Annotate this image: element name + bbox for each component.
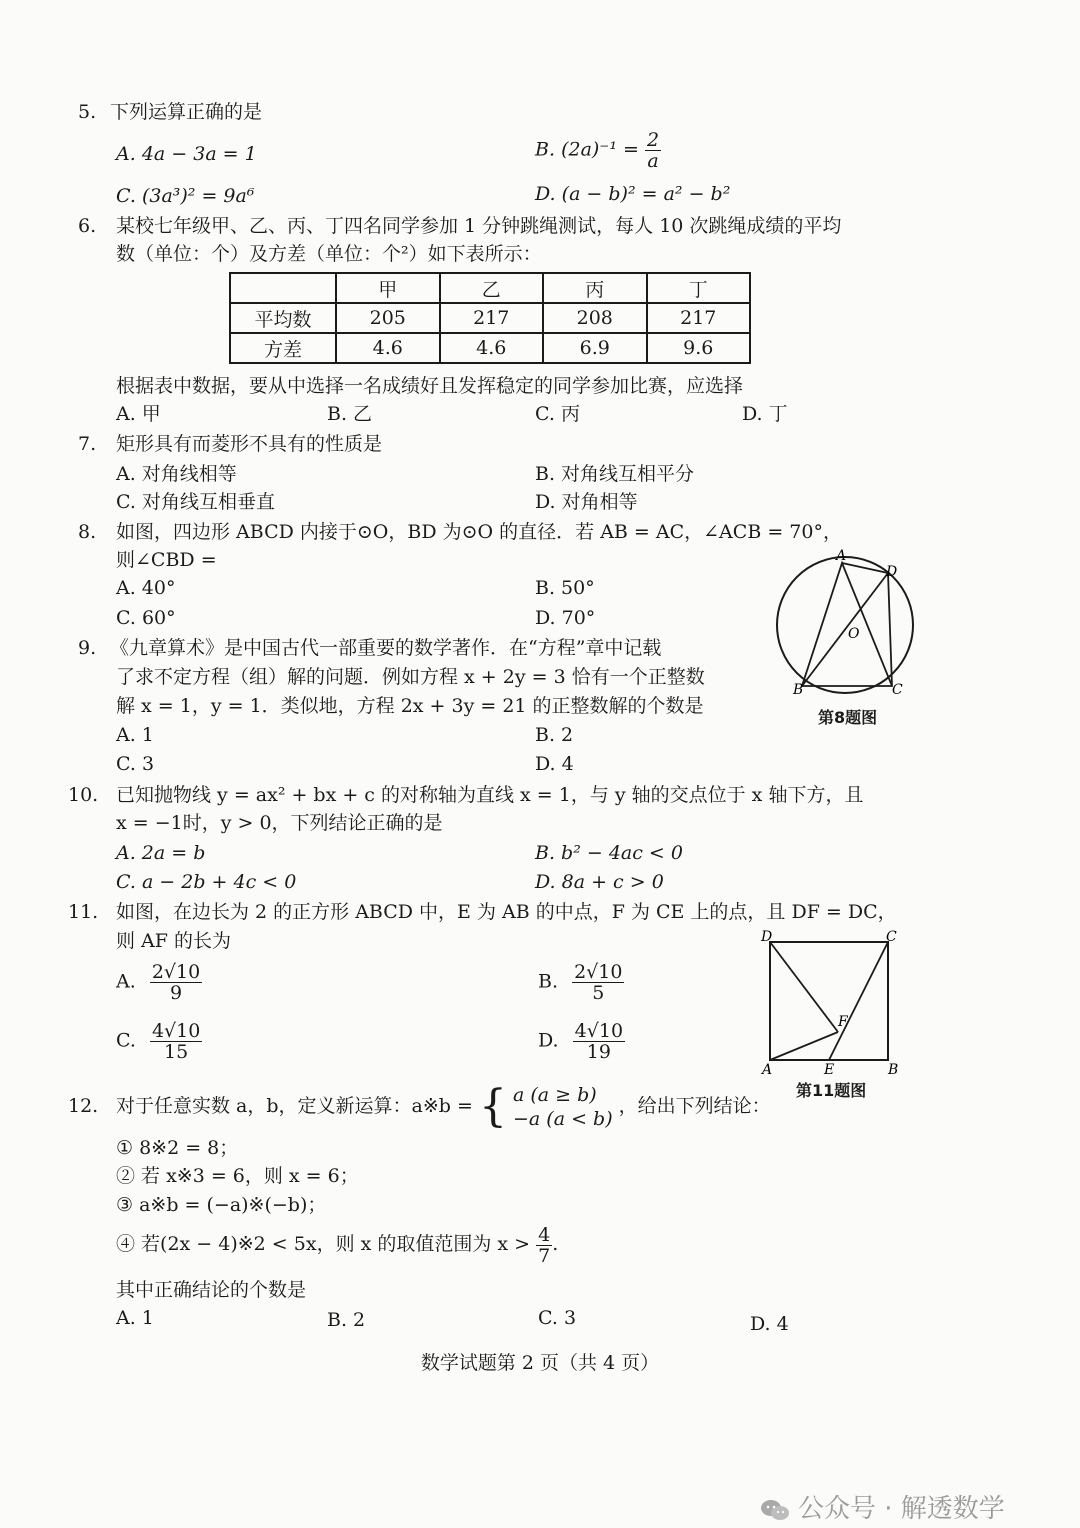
q5-number: 5.	[78, 101, 97, 123]
q11-option-b	[538, 962, 624, 1003]
q6-option-a: A. 甲	[116, 403, 161, 425]
q12-stem-text: 对于任意实数 a，b，定义新运算：a※b =	[116, 1095, 473, 1117]
q9-number: 9.	[78, 637, 97, 659]
fraction	[150, 1021, 202, 1062]
q11-line1: 如图，在边长为 2 的正方形 ABCD 中，E 为 AB 的中点，F 为 CE 上的点，且 DF = DC，	[116, 901, 897, 923]
figure-8-label-b: B	[793, 682, 804, 698]
fraction-denominator: 9	[169, 982, 183, 1004]
q12-question: 其中正确结论的个数是	[116, 1279, 307, 1301]
q10-option-b: B. b² − 4ac < 0	[535, 842, 683, 864]
q6-question: 根据表中数据，要从中选择一名成绩好且发挥稳定的同学参加比赛，应选择	[116, 375, 744, 397]
fraction	[573, 1021, 625, 1062]
option-label: C.	[116, 1029, 136, 1052]
q7-option-a: A. 对角线相等	[116, 463, 237, 485]
table-cell: 6.9	[543, 333, 647, 363]
table-cell: 9.6	[647, 333, 751, 363]
table-row	[230, 333, 750, 363]
figure-11-caption: 第11题图	[796, 1081, 867, 1100]
figure-11-square-diagram	[758, 928, 908, 1078]
fraction-denominator: a	[647, 150, 659, 172]
q6-option-d: D. 丁	[742, 403, 788, 425]
q5-option-d	[535, 182, 730, 206]
option-expr: (2a)⁻¹ =	[561, 138, 639, 161]
figure-8-label-c: C	[892, 682, 903, 698]
q7-option-c: C. 对角线互相垂直	[116, 491, 275, 513]
q8-option-b: B. 50°	[535, 577, 595, 599]
q12-statement-3: ③ a※b = (−a)※(−b)；	[116, 1194, 327, 1216]
watermark-text: 公众号 · 解透数学	[798, 1494, 1005, 1524]
table-cell: 217	[647, 303, 751, 333]
q10-line1: 已知抛物线 y = ax² + bx + c 的对称轴为直线 x = 1，与 y 轴的交点位于 x 轴下方，且	[116, 784, 864, 806]
table-cell: 4.6	[336, 333, 440, 363]
fraction-numerator: 2√10	[574, 961, 623, 983]
q7-option-d: D. 对角相等	[535, 491, 638, 513]
q9-line1: 《九章算术》是中国古代一部重要的数学著作．在“方程”章中记载	[110, 637, 662, 659]
q7-stem: 矩形具有而菱形不具有的性质是	[116, 433, 383, 455]
figure-8-caption: 第8题图	[818, 708, 878, 727]
q12-number: 12.	[68, 1095, 99, 1117]
figure-8-label-o: O	[848, 626, 860, 642]
table-row	[230, 303, 750, 333]
table-cell: 217	[440, 303, 544, 333]
q10-number: 10.	[68, 784, 99, 806]
figure-11-label-f: F	[838, 1014, 848, 1030]
q11-option-a	[116, 962, 202, 1003]
option-label: A.	[116, 970, 136, 993]
figure-8-label-d: D	[886, 564, 898, 580]
q12-option-a: A. 1	[116, 1307, 154, 1329]
figure-8-circle-diagram	[770, 548, 920, 708]
q9-option-d: D. 4	[535, 753, 574, 775]
figure-11-label-d: D	[761, 929, 773, 945]
table-cell: 205	[336, 303, 440, 333]
wechat-icon	[760, 1499, 790, 1521]
q5-option-a	[116, 142, 257, 166]
q10-option-a: A. 2a = b	[116, 842, 206, 864]
fraction-numerator: 4	[538, 1223, 551, 1246]
fraction-denominator: 5	[592, 982, 605, 1004]
fraction-numerator: 2	[646, 129, 660, 151]
fraction-numerator: 2√10	[151, 961, 201, 983]
option-label: D.	[535, 183, 556, 205]
q6-option-c: C. 丙	[535, 403, 580, 425]
fraction-numerator: 4√10	[151, 1020, 201, 1042]
q5-option-c	[116, 184, 254, 208]
q8-option-d: D. 70°	[535, 607, 596, 629]
watermark	[760, 1488, 1005, 1525]
q9-option-a: A. 1	[116, 724, 154, 746]
q10-option-c: C. a − 2b + 4c < 0	[116, 871, 297, 893]
statement-end: .	[552, 1233, 559, 1255]
q6-line1: 某校七年级甲、乙、丙、丁四名同学参加 1 分钟跳绳测试，每人 10 次跳绳成绩的平均	[116, 215, 842, 237]
q5-stem: 下列运算正确的是	[110, 101, 263, 123]
fraction	[572, 962, 624, 1003]
option-label: D.	[538, 1029, 559, 1052]
fraction-denominator: 7	[538, 1244, 551, 1267]
option-label: A.	[116, 143, 136, 165]
q8-option-a: A. 40°	[116, 577, 176, 599]
q12-statement-2: ② 若 x※3 = 6，则 x = 6；	[116, 1165, 359, 1187]
option-label: C.	[116, 185, 136, 207]
piecewise-cases	[513, 1083, 613, 1131]
figure-11-label-e: E	[824, 1062, 835, 1078]
option-expr: (a − b)² = a² − b²	[561, 183, 731, 205]
q9-option-c: C. 3	[116, 753, 155, 775]
q7-number: 7.	[78, 433, 97, 455]
q9-line3: 解 x = 1，y = 1．类似地，方程 2x + 3y = 21 的正整数解的个数是	[116, 695, 704, 717]
figure-8-label-a: A	[836, 548, 847, 564]
case-2: −a (a < b)	[513, 1108, 613, 1130]
q7-option-b: B. 对角线互相平分	[535, 463, 695, 485]
figure-11-label-b: B	[888, 1062, 899, 1078]
q8-number: 8.	[78, 521, 97, 543]
fraction-denominator: 19	[586, 1041, 611, 1063]
q12-statement-1: ① 8※2 = 8；	[116, 1137, 239, 1159]
option-label: B.	[538, 970, 559, 993]
q5-option-b	[535, 130, 661, 171]
table-header-cell: 甲	[336, 273, 440, 303]
q11-line2: 则 AF 的长为	[116, 930, 231, 952]
table-cell: 4.6	[440, 333, 544, 363]
page-footer: 数学试题第 2 页（共 4 页）	[420, 1352, 660, 1374]
q9-line2: 了求不定方程（组）解的问题．例如方程 x + 2y = 3 恰有一个正整数	[116, 666, 705, 688]
q12-stem	[116, 1078, 771, 1134]
q6-option-b: B. 乙	[327, 403, 373, 425]
table-row-label: 平均数	[230, 303, 336, 333]
q8-option-c: C. 60°	[116, 607, 176, 629]
option-expr: 4a − 3a = 1	[141, 143, 257, 165]
q12-option-c: C. 3	[538, 1307, 577, 1329]
brace-symbol: {	[478, 1081, 507, 1132]
q11-number: 11.	[68, 901, 99, 923]
table-row-label: 方差	[230, 333, 336, 363]
q10-line2: x = −1时，y > 0，下列结论正确的是	[116, 812, 443, 834]
score-table	[229, 272, 751, 364]
option-label: B.	[535, 138, 556, 161]
q12-option-d: D. 4	[750, 1313, 789, 1335]
fraction	[536, 1225, 552, 1266]
q6-number: 6.	[78, 215, 97, 237]
q12-stem-tail: ，给出下列结论：	[618, 1095, 771, 1117]
q6-line2: 数（单位：个）及方差（单位：个²）如下表所示：	[116, 243, 542, 265]
fraction	[645, 130, 661, 171]
fraction-denominator: 15	[164, 1041, 189, 1063]
q8-line1: 如图，四边形 ABCD 内接于⊙O，BD 为⊙O 的直径．若 AB = AC，∠ACB = 70°，	[116, 521, 842, 543]
case-1: a (a ≥ b)	[513, 1084, 597, 1106]
fraction	[150, 962, 202, 1003]
q11-option-c	[116, 1021, 202, 1062]
fraction-numerator: 4√10	[574, 1020, 624, 1042]
q11-option-d	[538, 1021, 625, 1062]
q9-option-b: B. 2	[535, 724, 574, 746]
table-header-cell: 乙	[440, 273, 544, 303]
figure-11-label-a: A	[762, 1062, 773, 1078]
q12-option-b: B. 2	[327, 1309, 366, 1331]
table-cell	[230, 273, 336, 303]
table-header-cell: 丙	[543, 273, 647, 303]
table-row	[230, 273, 750, 303]
statement-text: ④ 若(2x − 4)※2 < 5x，则 x 的取值范围为 x >	[116, 1233, 531, 1255]
figure-11-label-c: C	[886, 929, 897, 945]
table-header-cell: 丁	[647, 273, 751, 303]
option-expr: (3a³)² = 9a⁶	[141, 185, 255, 207]
table-cell: 208	[543, 303, 647, 333]
q8-line2: 则∠CBD =	[116, 549, 217, 571]
q10-option-d: D. 8a + c > 0	[535, 871, 664, 893]
q12-statement-4	[116, 1222, 558, 1266]
